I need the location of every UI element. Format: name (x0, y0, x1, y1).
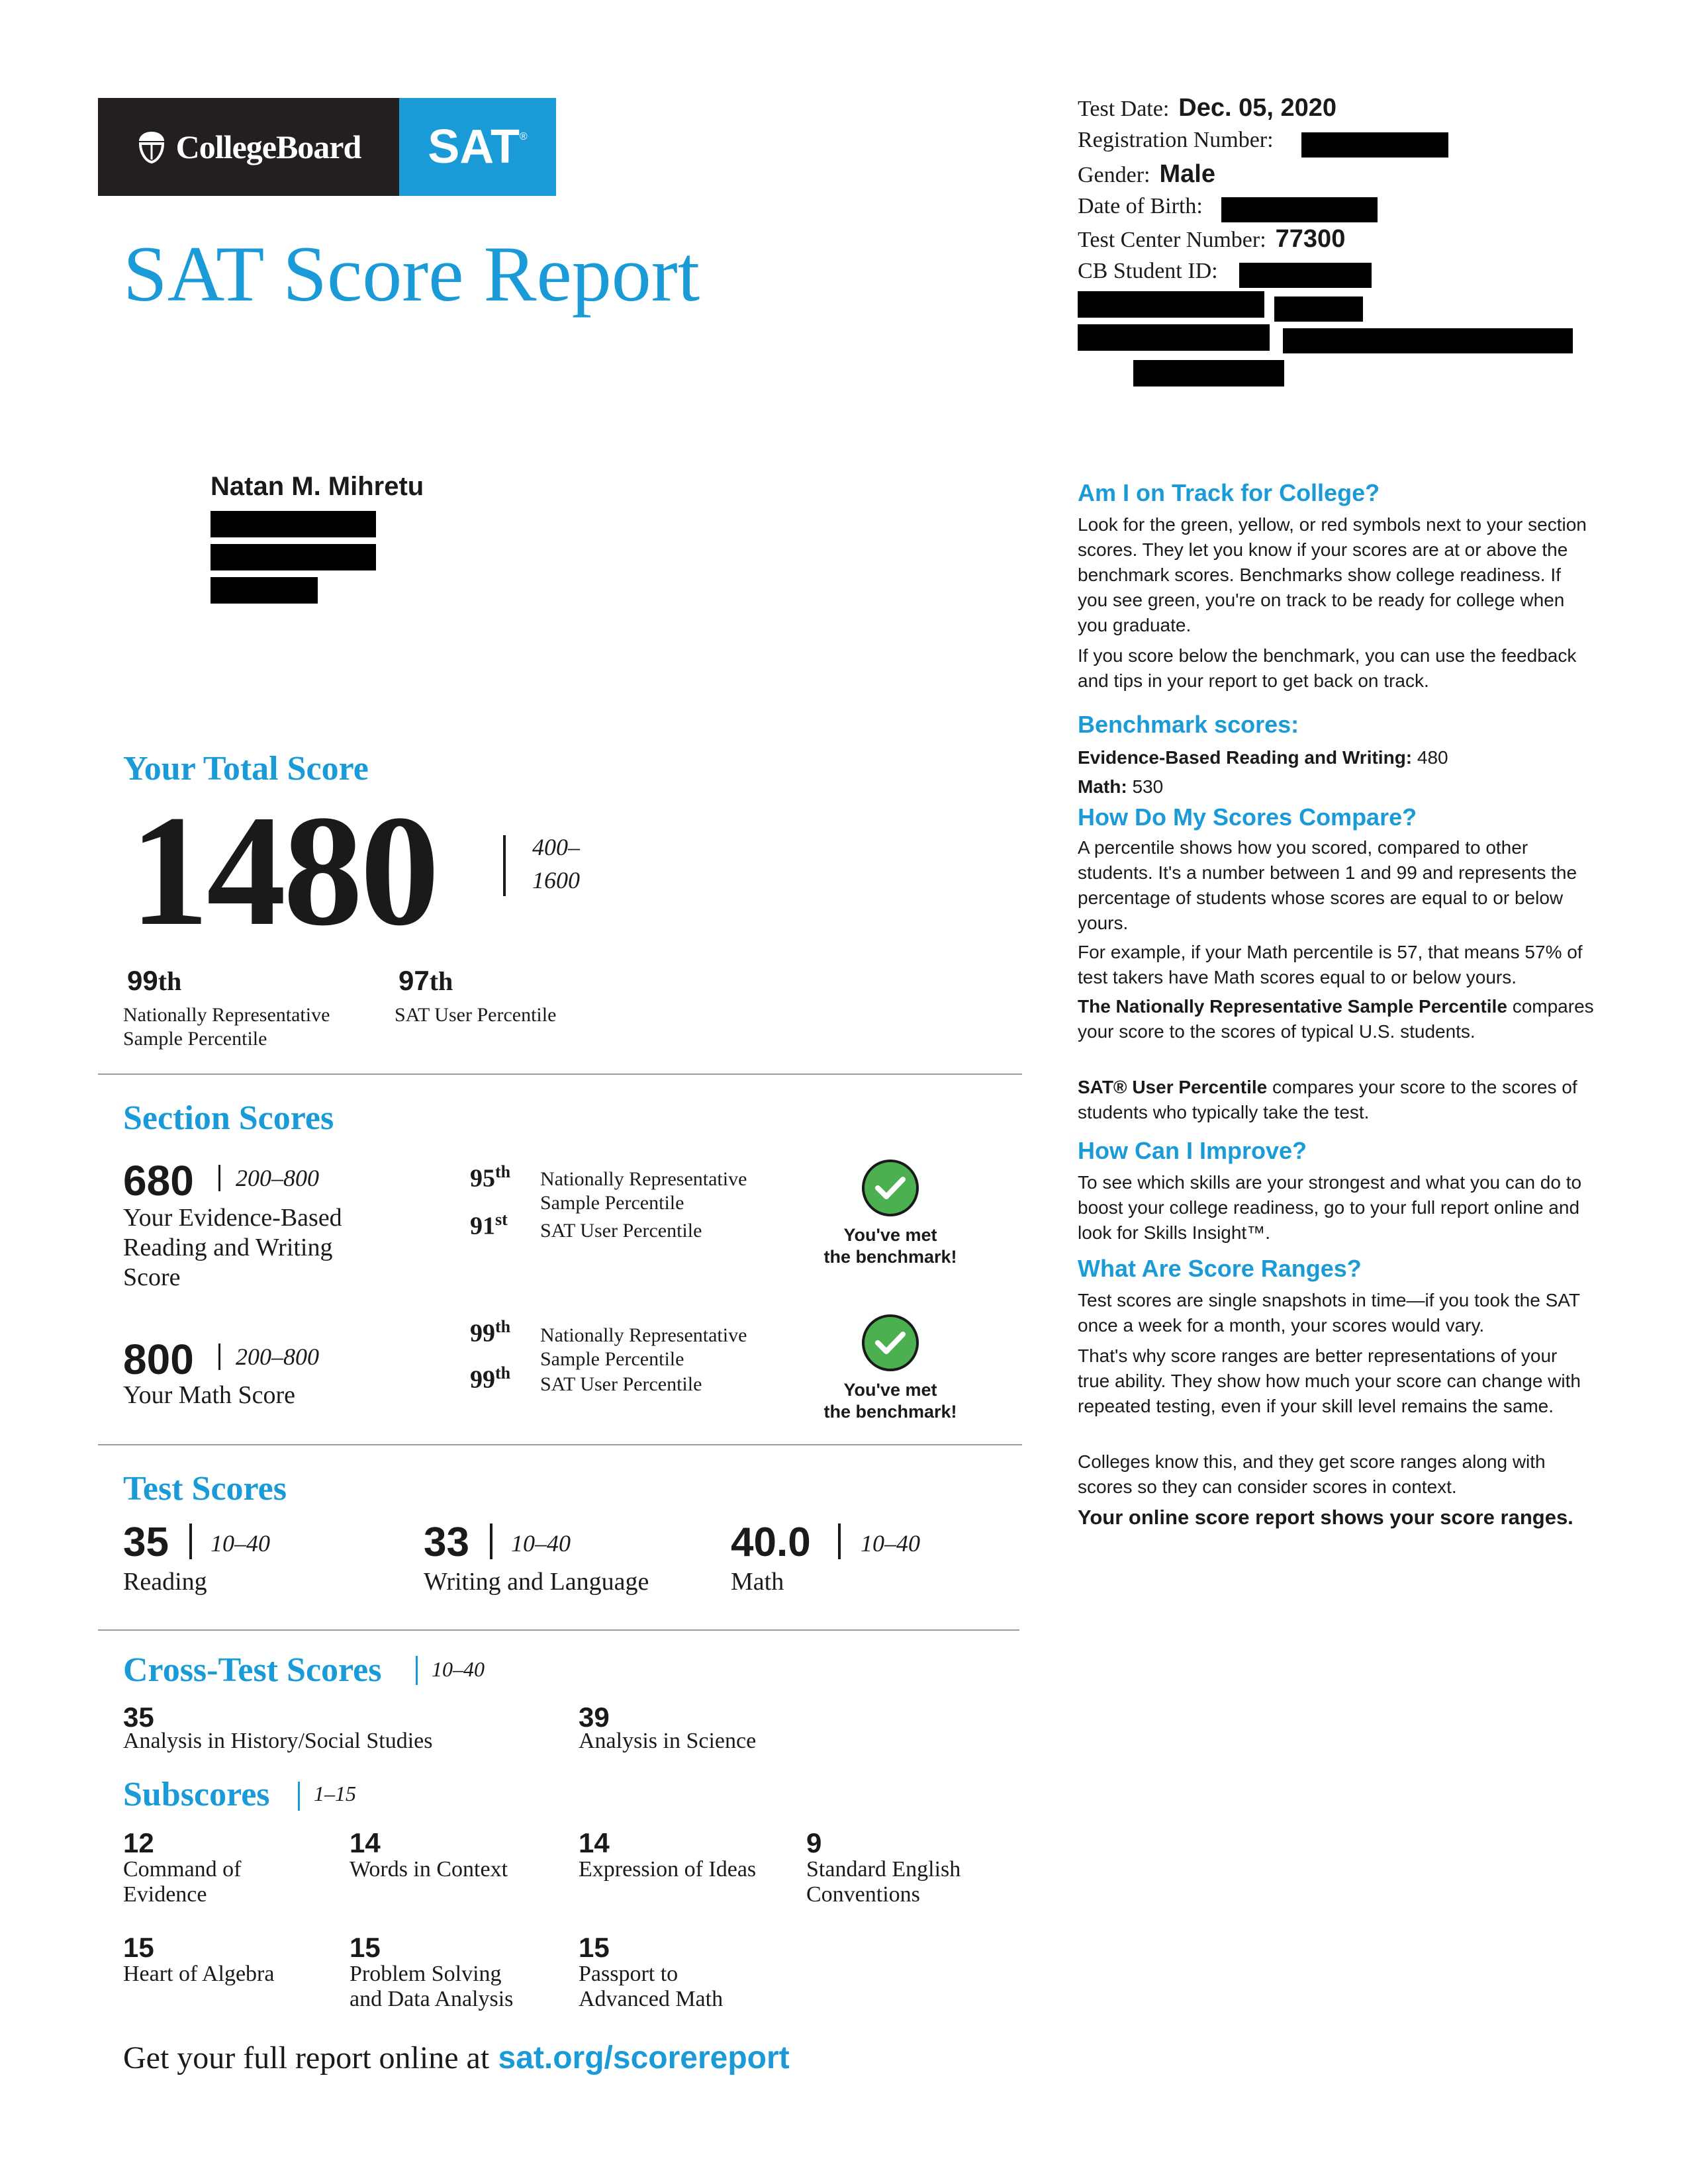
writing-score: 33 (424, 1520, 469, 1565)
registration-label: Registration Number: (1078, 128, 1274, 152)
subscore-label-line1: Words in Context (350, 1857, 508, 1882)
subscore-value: 12 (123, 1827, 154, 1858)
subscore-label-line2: Evidence (123, 1882, 207, 1907)
compare-paragraph-3 (1078, 994, 1594, 1044)
subscore-label-line1: Problem Solving (350, 1962, 502, 1986)
report-title: SAT Score Report (123, 230, 700, 318)
erw-user-percentile (470, 1210, 508, 1241)
erw-label-line1: Your Evidence-Based (123, 1204, 342, 1232)
erw-label-line2: Reading and Writing (123, 1234, 333, 1261)
track-paragraph-2: If you score below the benchmark, you can use the feedback and tips in your report to get back on track. (1078, 645, 1577, 691)
test-scores-heading: Test Scores (123, 1470, 287, 1508)
benchmark-math (1078, 774, 1594, 799)
math-user-percentile-suffix: th (495, 1363, 511, 1383)
compare-heading: How Do My Scores Compare? (1078, 803, 1417, 831)
erw-nat-label (540, 1167, 747, 1215)
total-nat-label-line1: Nationally Representative (123, 1004, 330, 1026)
science-score: 39 (579, 1702, 610, 1733)
math-nat-percentile-number: 99 (470, 1319, 495, 1347)
test-date-value: Dec. 05, 2020 (1178, 94, 1337, 122)
collegeboard-wordmark: CollegeBoard (175, 128, 361, 165)
subscore-value: 15 (579, 1932, 610, 1963)
sat-wordmark: SAT (428, 120, 520, 173)
erw-user-label: SAT User Percentile (540, 1220, 702, 1242)
subscore-value: 14 (350, 1827, 381, 1858)
ranges-paragraph-4: Your online score report shows your score ranges. (1078, 1506, 1573, 1529)
math-nat-percentile-suffix: th (495, 1317, 511, 1336)
dob-label: Date of Birth: (1078, 194, 1203, 218)
total-user-label: SAT User Percentile (395, 1004, 557, 1026)
math-benchmark-met (804, 1379, 976, 1423)
erw-nat-percentile-suffix: th (495, 1162, 511, 1181)
math-score: 800 (123, 1336, 194, 1383)
acorn-icon (136, 129, 167, 165)
benchmark-heading: Benchmark scores: (1078, 711, 1299, 738)
subscore-expression-of-ideas (579, 1829, 756, 1882)
math-nat-label (540, 1324, 747, 1371)
reading-label: Reading (123, 1568, 207, 1596)
writing-range: 10–40 (511, 1530, 571, 1557)
subscore-passport-to-advanced-math (579, 1934, 723, 2012)
compare-paragraph-3-bold: The Nationally Representative Sample Percentile (1078, 996, 1507, 1017)
total-range-low: 400– (532, 834, 580, 860)
math-user-percentile (470, 1363, 510, 1394)
math-range: 200–800 (236, 1343, 319, 1370)
math-test-range-divider (838, 1524, 841, 1559)
erw-range-divider (218, 1165, 220, 1191)
subscores-range: 1–15 (314, 1782, 356, 1805)
math-label (123, 1381, 414, 1410)
sat-logo (399, 98, 556, 196)
footer (123, 2040, 790, 2076)
erw-benchmark-met-line2: the benchmark! (823, 1247, 957, 1267)
subscore-label-line1: Heart of Algebra (123, 1962, 275, 1986)
ranges-heading: What Are Score Ranges? (1078, 1255, 1362, 1282)
total-nat-percentile (127, 965, 181, 997)
compare-paragraph-1: A percentile shows how you scored, compared to other students. It's a number between 1 and 99 and represents the percentage of students whose scores are equal to or below yours. (1078, 837, 1577, 933)
track-heading: Am I on Track for College? (1078, 479, 1380, 506)
ranges-paragraph-1: Test scores are single snapshots in time—if you took the SAT once a week for a month, your scores would vary. (1078, 1290, 1580, 1336)
test-date-row (1078, 94, 1336, 122)
redaction-address-2a (1078, 324, 1270, 351)
erw-nat-percentile-number: 95 (470, 1164, 495, 1193)
checkmark-glyph-icon (874, 1175, 907, 1201)
total-nat-label-line2: Sample Percentile (123, 1028, 267, 1050)
subscore-label-line1: Standard English (806, 1857, 961, 1882)
benchmark-erw (1078, 745, 1594, 770)
subscore-heart-of-algebra (123, 1934, 274, 1987)
reading-range: 10–40 (211, 1530, 270, 1557)
section-scores-heading: Section Scores (123, 1099, 334, 1137)
total-score-value: 1480 (130, 782, 437, 958)
cross-test-range: 10–40 (432, 1657, 485, 1681)
collegeboard-logo (98, 98, 399, 196)
benchmark-math-value: 530 (1132, 776, 1164, 797)
cb-student-id-label: CB Student ID: (1078, 259, 1218, 283)
subscore-command-of-evidence (123, 1829, 241, 1907)
math-user-label: SAT User Percentile (540, 1373, 702, 1395)
footer-text: Get your full report online at (123, 2040, 490, 2075)
test-center-value: 77300 (1275, 225, 1346, 253)
subscores-range-divider (298, 1782, 300, 1811)
divider (98, 1629, 1019, 1631)
subscores-heading: Subscores (123, 1776, 270, 1813)
math-benchmark-met-line2: the benchmark! (823, 1402, 957, 1422)
math-nat-label-line2: Sample Percentile (540, 1348, 684, 1370)
compare-paragraph-4-text: compares your score to the scores of students who typically take the test. (1078, 1077, 1577, 1122)
total-nat-percentile-suffix: th (158, 966, 182, 996)
total-range-high: 1600 (532, 867, 580, 893)
math-test-label: Math (731, 1568, 784, 1596)
improve-heading: How Can I Improve? (1078, 1137, 1307, 1164)
redaction-student-3 (211, 577, 318, 604)
math-nat-percentile (470, 1317, 510, 1348)
subscore-value: 9 (806, 1827, 822, 1858)
cross-test-heading: Cross-Test Scores (123, 1651, 382, 1689)
erw-range: 200–800 (236, 1165, 319, 1191)
total-nat-percentile-number: 99 (127, 965, 158, 996)
benchmark-erw-value: 480 (1417, 747, 1448, 768)
improve-paragraph: To see which skills are your strongest and what you can do to boost your college readiness, go to your full report online and look for Skills Insight™. (1078, 1172, 1582, 1243)
reading-score: 35 (123, 1520, 169, 1565)
ranges-paragraph-3: Colleges know this, and they get score ranges along with scores so they can consider scores in context. (1078, 1451, 1546, 1497)
erw-label (123, 1203, 414, 1293)
erw-nat-percentile (470, 1162, 510, 1193)
erw-score: 680 (123, 1157, 194, 1205)
redaction-address-3 (1133, 360, 1284, 387)
subscore-label-line1: Expression of Ideas (579, 1857, 757, 1882)
checkmark-icon (862, 1160, 919, 1216)
dob-row (1078, 193, 1203, 219)
track-paragraph-1: Look for the green, yellow, or red symbols next to your section scores. They let you know if your scores are at or above the benchmark scores. Benchmarks show college readiness. If you see green, you're on track to be ready for college when you graduate. (1078, 514, 1587, 635)
total-user-percentile-suffix: th (429, 966, 453, 996)
subscore-label-line1: Passport to (579, 1962, 679, 1986)
ranges-paragraph-2: That's why score ranges are better representations of your true ability. They show how much your score can change with repeated testing, even if your skill level remains the same. (1078, 1345, 1581, 1416)
subscore-standard-english (806, 1829, 961, 1907)
math-label-line1: Your Math Score (123, 1381, 296, 1409)
redaction-student-1 (211, 511, 376, 537)
erw-benchmark-met (804, 1224, 976, 1268)
gender-value: Male (1159, 160, 1215, 188)
collegeboard-sat-logo (98, 98, 556, 196)
writing-range-divider (490, 1524, 492, 1559)
gender-label: Gender: (1078, 163, 1150, 187)
test-date-label: Test Date: (1078, 97, 1170, 121)
checkmark-icon (862, 1314, 919, 1371)
redaction-registration (1301, 132, 1448, 158)
subscore-label-line1: Command of (123, 1857, 242, 1882)
cross-test-range-divider (416, 1656, 418, 1685)
subscore-problem-solving (350, 1934, 513, 2012)
total-score-heading: Your Total Score (123, 750, 369, 788)
redaction-dob (1221, 197, 1378, 222)
math-nat-label-line1: Nationally Representative (540, 1324, 747, 1346)
student-name: Natan M. Mihretu (211, 472, 424, 501)
erw-nat-label-line1: Nationally Representative (540, 1168, 747, 1190)
reading-range-divider (189, 1524, 192, 1559)
science-label: Analysis in Science (579, 1729, 757, 1753)
redaction-student-2 (211, 544, 376, 570)
redaction-address-1a (1078, 291, 1264, 318)
erw-benchmark-met-line1: You've met (843, 1225, 937, 1245)
redaction-address-2b (1283, 328, 1573, 353)
cb-student-id-row (1078, 258, 1218, 284)
divider (98, 1073, 1022, 1075)
math-range-divider (218, 1343, 220, 1370)
total-user-percentile-number: 97 (399, 965, 430, 996)
subscore-words-in-context (350, 1829, 508, 1882)
subscore-label-line2: and Data Analysis (350, 1987, 514, 2011)
registration-row (1078, 127, 1274, 153)
erw-nat-label-line2: Sample Percentile (540, 1192, 684, 1214)
compare-paragraph-2: For example, if your Math percentile is 57, that means 57% of test takers have Math scores equal to or below yours. (1078, 942, 1583, 987)
math-test-score: 40.0 (731, 1520, 811, 1565)
divider (98, 1444, 1022, 1445)
compare-paragraph-3-text: compares your score to the scores of typical U.S. students. (1078, 996, 1594, 1042)
compare-paragraph-4-bold: SAT® User Percentile (1078, 1077, 1268, 1097)
total-user-percentile (399, 965, 453, 997)
erw-label-line3: Score (123, 1263, 181, 1291)
subscore-value: 15 (350, 1932, 381, 1963)
benchmark-math-label: Math: (1078, 776, 1127, 797)
test-center-label: Test Center Number: (1078, 228, 1266, 252)
checkmark-glyph-icon (874, 1330, 907, 1356)
subscore-label-line2: Advanced Math (579, 1987, 724, 2011)
registered-mark: ® (519, 131, 528, 142)
history-label: Analysis in History/Social Studies (123, 1729, 433, 1753)
history-score: 35 (123, 1702, 154, 1733)
compare-paragraph-4 (1078, 1075, 1594, 1125)
test-center-row (1078, 225, 1345, 253)
subscore-value: 14 (579, 1827, 610, 1858)
math-test-range: 10–40 (861, 1530, 920, 1557)
math-benchmark-met-line1: You've met (843, 1380, 937, 1400)
subscore-value: 15 (123, 1932, 154, 1963)
redaction-address-1b (1274, 296, 1363, 322)
total-nat-label (123, 1003, 330, 1051)
total-range-divider (503, 835, 506, 896)
gender-row (1078, 160, 1215, 189)
redaction-cb-id (1239, 263, 1372, 288)
writing-label: Writing and Language (424, 1568, 649, 1596)
erw-user-percentile-number: 91 (470, 1212, 495, 1240)
erw-user-percentile-suffix: st (495, 1210, 508, 1229)
math-user-percentile-number: 99 (470, 1365, 495, 1394)
benchmark-erw-label: Evidence-Based Reading and Writing: (1078, 747, 1413, 768)
subscore-label-line2: Conventions (806, 1882, 920, 1907)
score-report-link[interactable]: sat.org/scorereport (498, 2040, 790, 2075)
